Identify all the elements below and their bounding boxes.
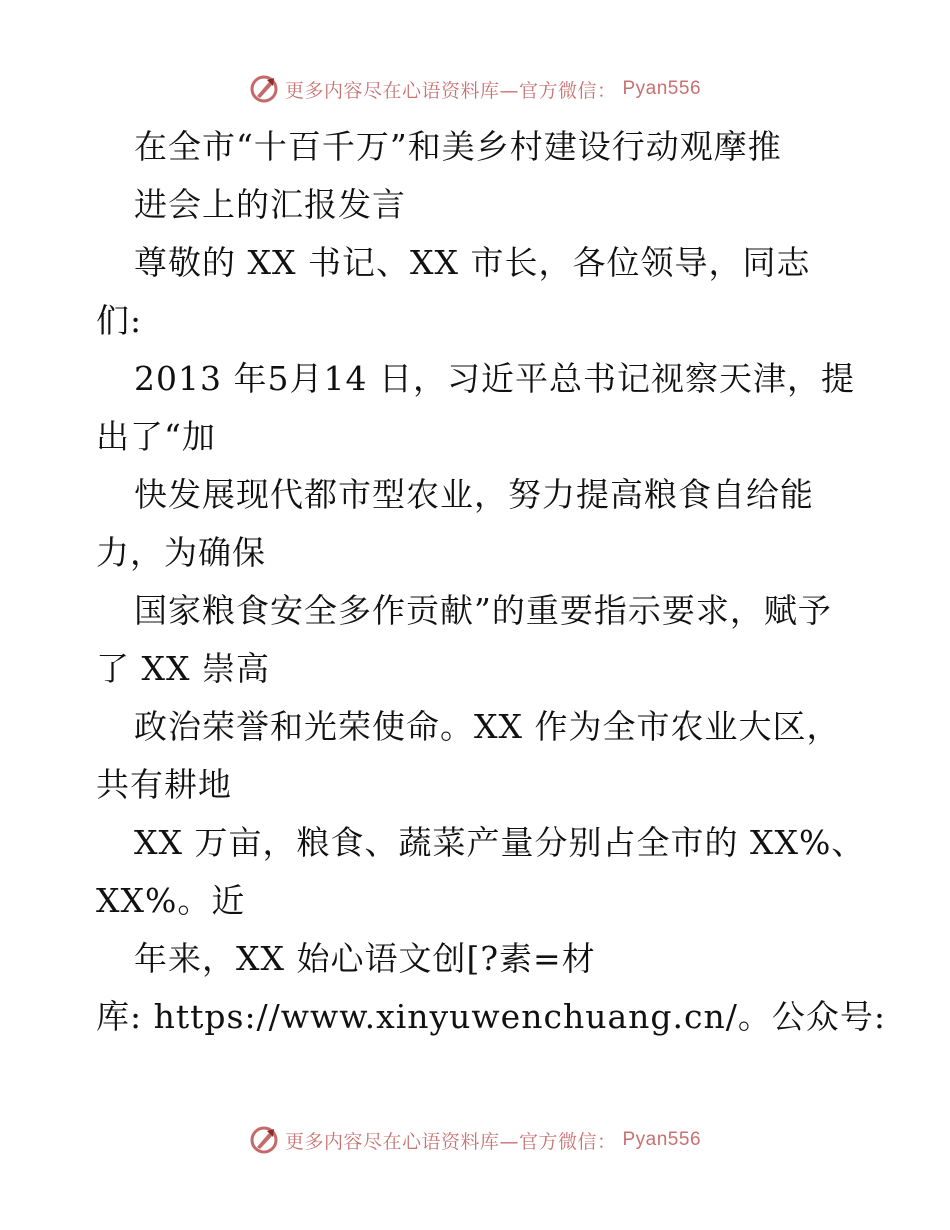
watermark-text: 更多内容尽在心语资料库—官方微信： <box>284 79 617 102</box>
text-line: 出了“加 <box>96 417 216 456</box>
text-line: 们: <box>96 301 143 340</box>
text-line: 年来，XX 始心语文创[?素=材 <box>134 939 596 978</box>
footer-watermark <box>0 1125 950 1155</box>
text-line: 了 XX 崇高 <box>96 649 270 688</box>
text-line: 库: https://www.xinyuwenchuang.cn/。公众号: <box>96 997 886 1036</box>
text-line: 尊敬的 XX 书记、XX 市长，各位领导，同志 <box>134 243 811 282</box>
watermark-id: Pyan556 <box>622 78 702 99</box>
text-line: 政治荣誉和光荣使命。XX 作为全市农业大区， <box>134 707 841 746</box>
watermark-id: Pyan556 <box>622 1129 702 1150</box>
text-line: 快发展现代都市型农业，努力提高粮食自给能 <box>134 475 814 514</box>
text-line: 进会上的汇报发言 <box>134 185 406 224</box>
text-line: 国家粮食安全多作贡献”的重要指示要求，赋予 <box>134 591 832 630</box>
text-line: 在全市“十百千万”和美乡村建设行动观摩推 <box>134 127 782 166</box>
text-line: 2013 年5月14 日，习近平总书记视察天津，提 <box>134 359 855 398</box>
quill-logo-icon <box>249 1125 279 1155</box>
text-line: XX 万亩，粮食、蔬菜产量分别占全市的 XX%、 <box>134 823 866 862</box>
text-line: 力，为确保 <box>96 533 266 572</box>
text-line: 共有耕地 <box>96 765 232 804</box>
watermark-text: 更多内容尽在心语资料库—官方微信： <box>284 1130 617 1153</box>
quill-logo-icon <box>249 74 279 104</box>
text-line: XX%。近 <box>96 881 246 920</box>
header-watermark <box>0 74 950 104</box>
